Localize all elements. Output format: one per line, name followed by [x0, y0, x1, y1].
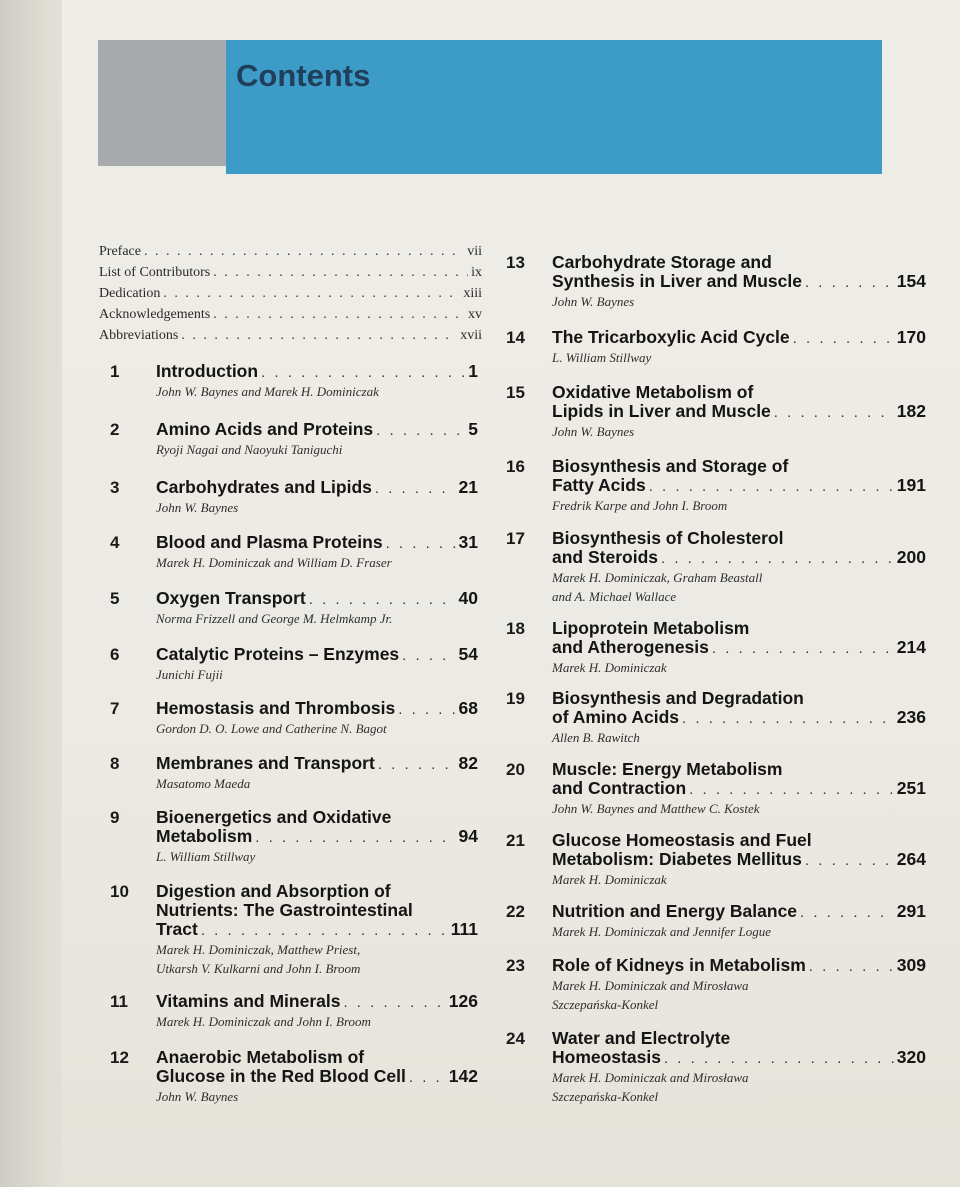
- chapter-page-number: 68: [458, 698, 478, 718]
- chapter-title-line: [552, 529, 926, 548]
- dot-leader: [805, 851, 894, 870]
- chapter-number: 9: [110, 808, 120, 827]
- chapter-number: 6: [110, 645, 120, 664]
- dot-leader: [181, 328, 457, 344]
- front-matter-item[interactable]: [99, 286, 482, 307]
- chapter-authors: John W. Baynes: [156, 500, 239, 515]
- chapter-page-number: 320: [896, 1047, 926, 1067]
- chapter-number: 8: [110, 754, 120, 773]
- chapter-number: 7: [110, 699, 120, 718]
- chapter-page-number: 21: [458, 477, 478, 497]
- chapter-authors: Marek H. Dominiczak, Graham Beastall: [552, 570, 763, 585]
- chapter-title-line: [552, 760, 926, 779]
- chapter-number: 15: [506, 383, 525, 402]
- chapter-authors: Masatomo Maeda: [156, 776, 251, 791]
- chapter-title: The Tricarboxylic Acid Cycle: [552, 327, 790, 347]
- chapter-title-line: [156, 645, 478, 665]
- chapter-title: and Atherogenesis: [552, 637, 709, 657]
- chapter-title-line: [156, 901, 478, 920]
- dot-leader: [664, 1049, 894, 1068]
- dot-leader: [805, 273, 894, 292]
- dot-leader: [213, 265, 468, 281]
- chapter-number: 20: [506, 760, 525, 779]
- dot-leader: [689, 780, 894, 799]
- dot-leader: [261, 363, 465, 382]
- chapter-title: Amino Acids and Proteins: [156, 419, 374, 439]
- chapter-authors: Marek H. Dominiczak and John I. Broom: [156, 1014, 371, 1029]
- chapter-number: 19: [506, 689, 525, 708]
- chapter-authors: Szczepańska-Konkel: [552, 1089, 659, 1104]
- chapter-title-line: [156, 754, 478, 774]
- front-matter-page-number: vii: [467, 244, 482, 259]
- chapter-title-line: [552, 476, 926, 496]
- chapter-body: [156, 362, 478, 401]
- front-matter-item[interactable]: [99, 307, 482, 328]
- chapter-body: [552, 328, 926, 367]
- dot-leader: [378, 755, 456, 774]
- chapter-authors: John W. Baynes: [552, 294, 635, 309]
- chapter-title-line: [156, 420, 478, 440]
- chapter-title: Lipids in Liver and Muscle: [552, 401, 771, 421]
- chapter-body: [156, 478, 478, 517]
- chapter-authors: Ryoji Nagai and Naoyuki Taniguchi: [156, 442, 343, 457]
- chapter-body: [552, 383, 926, 441]
- chapter-number: 16: [506, 457, 525, 476]
- chapter-title: Oxygen Transport: [156, 588, 306, 608]
- chapter-page-number: 94: [458, 826, 478, 846]
- chapter-page-number: 31: [458, 532, 478, 552]
- dot-leader: [774, 403, 894, 422]
- chapter-authors: John W. Baynes: [156, 1089, 239, 1104]
- chapter-authors: Gordon D. O. Lowe and Catherine N. Bagot: [156, 721, 387, 736]
- dot-leader: [163, 286, 460, 302]
- chapter-authors: L. William Stillway: [552, 350, 652, 365]
- chapter-title-line: [156, 1048, 478, 1067]
- chapter-page-number: 264: [896, 849, 926, 869]
- dot-leader: [386, 534, 456, 553]
- front-matter-page-number: ix: [471, 265, 482, 280]
- chapter-body: [156, 882, 478, 978]
- chapter-page-number: 126: [448, 991, 478, 1011]
- chapter-title: Catalytic Proteins – Enzymes: [156, 644, 400, 664]
- dot-leader: [144, 244, 464, 260]
- chapter-title-line: [156, 533, 478, 553]
- dot-leader: [213, 307, 465, 323]
- chapter-number: 22: [506, 902, 525, 921]
- chapter-body: [156, 754, 478, 793]
- chapter-page-number: 1: [468, 361, 478, 381]
- chapter-authors: Marek H. Dominiczak and Mirosława: [552, 1070, 749, 1085]
- front-matter-item[interactable]: [99, 265, 482, 286]
- chapter-page-number: 154: [896, 271, 926, 291]
- chapter-body: [156, 808, 478, 866]
- front-matter-item[interactable]: [99, 328, 482, 349]
- dot-leader: [343, 993, 445, 1012]
- chapter-page-number: 54: [458, 644, 478, 664]
- chapter-title-line: [156, 362, 478, 382]
- chapter-body: [552, 902, 926, 941]
- chapter-body: [552, 619, 926, 677]
- chapter-authors: Marek H. Dominiczak and Mirosława: [552, 978, 749, 993]
- dot-leader: [375, 479, 456, 498]
- chapter-page-number: 142: [448, 1066, 478, 1086]
- chapter-number: 17: [506, 529, 525, 548]
- chapter-title-line: [552, 1029, 926, 1048]
- chapter-title: Carbohydrate Storage and: [552, 252, 772, 272]
- front-matter-label: Preface: [99, 244, 141, 259]
- dot-leader: [201, 921, 448, 940]
- chapter-title: Biosynthesis and Storage of: [552, 456, 789, 476]
- chapter-title-line: [552, 831, 926, 850]
- chapter-body: [156, 1048, 478, 1106]
- dot-leader: [712, 639, 894, 658]
- chapter-body: [156, 420, 478, 459]
- chapter-page-number: 214: [896, 637, 926, 657]
- chapter-title: of Amino Acids: [552, 707, 680, 727]
- front-matter-label: List of Contributors: [99, 265, 211, 280]
- chapter-body: [156, 992, 478, 1031]
- chapter-title-line: [156, 882, 478, 901]
- chapter-title: Hemostasis and Thrombosis: [156, 698, 396, 718]
- chapter-number: 14: [506, 328, 525, 347]
- chapter-number: 2: [110, 420, 120, 439]
- chapter-title: Glucose Homeostasis and Fuel: [552, 830, 812, 850]
- chapter-page-number: 200: [896, 547, 926, 567]
- chapter-authors: Marek H. Dominiczak: [552, 660, 667, 675]
- chapter-page-number: 251: [896, 778, 926, 798]
- chapter-title-line: [552, 402, 926, 422]
- chapter-title: and Contraction: [552, 778, 687, 798]
- chapter-title: Membranes and Transport: [156, 753, 375, 773]
- chapter-title: Muscle: Energy Metabolism: [552, 759, 783, 779]
- header-banner-gray-block: [98, 40, 226, 166]
- chapter-title-line: [156, 699, 478, 719]
- chapter-authors: L. William Stillway: [156, 849, 256, 864]
- chapter-authors: Marek H. Dominiczak: [552, 872, 667, 887]
- chapter-title-line: [552, 548, 926, 568]
- chapter-number: 1: [110, 362, 120, 381]
- chapter-title-line: [156, 827, 478, 847]
- chapter-title: Synthesis in Liver and Muscle: [552, 271, 802, 291]
- chapter-authors: John W. Baynes and Marek H. Dominiczak: [156, 384, 379, 399]
- page-title: Contents: [236, 58, 371, 93]
- chapter-number: 3: [110, 478, 120, 497]
- front-matter-label: Acknowledgements: [99, 307, 211, 322]
- chapter-title: Fatty Acids: [552, 475, 646, 495]
- chapter-title-line: [552, 638, 926, 658]
- chapter-number: 12: [110, 1048, 129, 1067]
- chapter-body: [552, 529, 926, 606]
- front-matter-page-number: xiii: [463, 286, 482, 301]
- dot-leader: [402, 646, 455, 665]
- chapter-title-line: [552, 457, 926, 476]
- front-matter-label: Abbreviations: [99, 328, 179, 343]
- chapter-body: [552, 1029, 926, 1106]
- dot-leader: [309, 590, 456, 609]
- chapter-body: [552, 831, 926, 889]
- chapter-title: Homeostasis: [552, 1047, 661, 1067]
- front-matter-item[interactable]: [99, 244, 482, 265]
- front-matter-page-number: xv: [468, 307, 482, 322]
- chapter-title: and Steroids: [552, 547, 658, 567]
- chapter-page-number: 182: [896, 401, 926, 421]
- chapter-number: 5: [110, 589, 120, 608]
- chapter-title: Nutrition and Energy Balance: [552, 901, 798, 921]
- chapter-title-line: [552, 383, 926, 402]
- front-matter-page-number: xvii: [460, 328, 482, 343]
- chapter-title-line: [156, 1067, 478, 1087]
- chapter-page-number: 5: [468, 419, 478, 439]
- chapter-authors: Fredrik Karpe and John I. Broom: [552, 498, 728, 513]
- chapter-title: Tract: [156, 919, 198, 939]
- chapter-title: Anaerobic Metabolism of: [156, 1047, 365, 1067]
- dot-leader: [398, 700, 455, 719]
- chapter-body: [552, 253, 926, 311]
- chapter-title-line: [552, 779, 926, 799]
- chapter-title: Vitamins and Minerals: [156, 991, 341, 1011]
- chapter-title-line: [156, 920, 478, 940]
- chapter-number: 4: [110, 533, 120, 552]
- dot-leader: [809, 957, 894, 976]
- chapter-title: Bioenergetics and Oxidative: [156, 807, 392, 827]
- chapter-authors: John W. Baynes: [552, 424, 635, 439]
- chapter-authors: Szczepańska-Konkel: [552, 997, 659, 1012]
- chapter-title: Blood and Plasma Proteins: [156, 532, 383, 552]
- book-spine-shadow: [0, 0, 62, 1187]
- chapter-authors: Norma Frizzell and George M. Helmkamp Jr.: [156, 611, 393, 626]
- chapter-authors: Utkarsh V. Kulkarni and John I. Broom: [156, 961, 361, 976]
- chapter-authors: Marek H. Dominiczak, Matthew Priest,: [156, 942, 361, 957]
- chapter-title: Lipoprotein Metabolism: [552, 618, 750, 638]
- chapter-authors: Marek H. Dominiczak and Jennifer Logue: [552, 924, 772, 939]
- chapter-title-line: [552, 328, 926, 348]
- chapter-title: Biosynthesis and Degradation: [552, 688, 804, 708]
- chapter-title: Metabolism: Diabetes Mellitus: [552, 849, 802, 869]
- chapter-title: Nutrients: The Gastrointestinal: [156, 900, 413, 920]
- chapter-authors: John W. Baynes and Matthew C. Kostek: [552, 801, 760, 816]
- chapter-page-number: 309: [896, 955, 926, 975]
- dot-leader: [682, 709, 894, 728]
- chapter-title-line: [156, 589, 478, 609]
- chapter-title: Metabolism: [156, 826, 253, 846]
- chapter-title-line: [552, 956, 926, 976]
- chapter-authors: and A. Michael Wallace: [552, 589, 677, 604]
- chapter-number: 21: [506, 831, 525, 850]
- chapter-number: 18: [506, 619, 525, 638]
- chapter-title: Biosynthesis of Cholesterol: [552, 528, 784, 548]
- chapter-title-line: [552, 850, 926, 870]
- chapter-title: Glucose in the Red Blood Cell: [156, 1066, 406, 1086]
- chapter-authors: Allen B. Rawitch: [552, 730, 640, 745]
- chapter-page-number: 191: [896, 475, 926, 495]
- front-matter-list: [99, 244, 482, 349]
- chapter-number: 13: [506, 253, 525, 272]
- chapter-title-line: [156, 808, 478, 827]
- chapter-title-line: [552, 272, 926, 292]
- chapter-number: 10: [110, 882, 129, 901]
- dot-leader: [661, 549, 894, 568]
- chapter-title-line: [552, 708, 926, 728]
- dot-leader: [376, 421, 465, 440]
- chapter-page-number: 40: [458, 588, 478, 608]
- chapter-title-line: [156, 478, 478, 498]
- chapter-body: [552, 689, 926, 747]
- chapter-number: 23: [506, 956, 525, 975]
- front-matter-label: Dedication: [99, 286, 161, 301]
- chapter-authors: Junichi Fujii: [156, 667, 223, 682]
- chapter-title-line: [552, 689, 926, 708]
- chapter-authors: Marek H. Dominiczak and William D. Fraser: [156, 555, 392, 570]
- chapter-page-number: 111: [450, 919, 478, 939]
- chapter-page-number: 236: [896, 707, 926, 727]
- chapter-body: [552, 457, 926, 515]
- chapter-title-line: [552, 1048, 926, 1068]
- chapter-title: Oxidative Metabolism of: [552, 382, 754, 402]
- dot-leader: [409, 1068, 446, 1087]
- chapter-title: Carbohydrates and Lipids: [156, 477, 372, 497]
- dot-leader: [793, 329, 894, 348]
- chapter-title: Water and Electrolyte: [552, 1028, 731, 1048]
- chapter-title-line: [552, 253, 926, 272]
- chapter-body: [156, 699, 478, 738]
- chapter-page-number: 291: [896, 901, 926, 921]
- chapter-page-number: 170: [896, 327, 926, 347]
- dot-leader: [649, 477, 894, 496]
- chapter-title: Role of Kidneys in Metabolism: [552, 955, 806, 975]
- chapter-number: 11: [110, 992, 128, 1011]
- chapter-number: 24: [506, 1029, 525, 1048]
- chapter-body: [156, 533, 478, 572]
- dot-leader: [800, 903, 894, 922]
- chapter-title: Introduction: [156, 361, 259, 381]
- chapter-title-line: [552, 619, 926, 638]
- dot-leader: [255, 828, 455, 847]
- chapter-title-line: [156, 992, 478, 1012]
- chapter-body: [156, 589, 478, 628]
- chapter-body: [156, 645, 478, 684]
- chapter-page-number: 82: [458, 753, 478, 773]
- chapter-body: [552, 956, 926, 1014]
- chapter-body: [552, 760, 926, 818]
- chapter-title: Digestion and Absorption of: [156, 881, 391, 901]
- chapter-title-line: [552, 902, 926, 922]
